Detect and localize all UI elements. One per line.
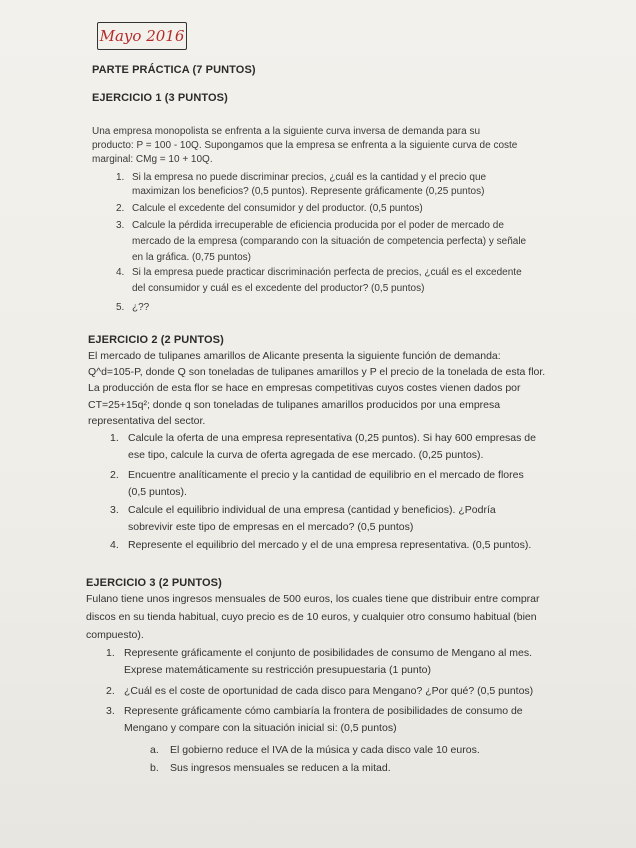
item-text: ¿??	[132, 302, 150, 313]
item-text: Si la empresa no puede discriminar precios, ¿cuál es la cantidad y el precio que	[132, 172, 487, 183]
exercise-2-intro-line: El mercado de tulipanes amarillos de Alicante presenta la siguiente función de demanda:	[88, 350, 501, 362]
exercise-2-title: EJERCICIO 2 (2 PUNTOS)	[88, 334, 224, 346]
exercise-2-intro-line: representativa del sector.	[88, 415, 206, 427]
item-text: Si la empresa puede practicar discriminación perfecta de precios, ¿cuál es el excedente	[132, 267, 522, 278]
exercise-2-intro-line: La producción de esta flor se hace en empresas competitivas cuyos costes vienen dados por	[88, 382, 521, 394]
item-text: Exprese matemáticamente su restricción presupuestaria (1 punto)	[124, 664, 431, 676]
item-text: Represente gráficamente cómo cambiaría la frontera de posibilidades de consumo de	[124, 705, 523, 717]
item-text: del consumidor y cuál es el excedente del productor? (0,5 puntos)	[132, 283, 425, 294]
item-text: Calcule el excedente del consumidor y del productor. (0,5 puntos)	[132, 203, 423, 214]
item-number: 3.	[116, 220, 125, 231]
exercise-2-intro-line: Q^d=105-P, donde Q son toneladas de tulipanes amarillos y P el precio de la tonelada de esta flor.	[88, 366, 546, 378]
item-text: ¿Cuál es el coste de oportunidad de cada disco para Mengano? ¿Por qué? (0,5 puntos)	[124, 685, 534, 697]
subitem-letter: a.	[150, 744, 159, 756]
exercise-3-intro-line: Fulano tiene unos ingresos mensuales de 500 euros, los cuales tiene que distribuir entre comprar	[86, 593, 540, 605]
item-text: Calcule la oferta de una empresa representativa (0,25 puntos). Si hay 600 empresas de	[128, 432, 536, 444]
subitem-text: El gobierno reduce el IVA de la música y cada disco vale 10 euros.	[170, 744, 480, 756]
exercise-2-intro-line: CT=25+15q²; donde q son toneladas de tulipanes amarillos producidos por una empresa	[88, 399, 501, 411]
exercise-3-intro-line: discos en su tienda habitual, cuyo precio es de 10 euros, y cualquier otro consumo habitual (bien	[86, 611, 537, 623]
exercise-1-intro-line: marginal: CMg = 10 + 10Q.	[92, 154, 213, 165]
item-number: 2.	[110, 469, 119, 481]
item-number: 1.	[110, 432, 119, 444]
exercise-1-title: EJERCICIO 1 (3 PUNTOS)	[92, 92, 228, 104]
item-number: 4.	[110, 539, 119, 551]
item-text: en la gráfica. (0,75 puntos)	[132, 252, 251, 263]
subitem-text: Sus ingresos mensuales se reducen a la mitad.	[170, 762, 391, 774]
item-number: 2.	[106, 685, 115, 697]
item-number: 3.	[106, 705, 115, 717]
item-text: Represente el equilibrio del mercado y el de una empresa representativa. (0,5 puntos).	[128, 539, 532, 551]
item-text: sobrevivir este tipo de empresas en el mercado? (0,5 puntos)	[128, 521, 414, 533]
exercise-3-intro-line: compuesto).	[86, 629, 144, 641]
item-text: ese tipo, calcule la curva de oferta agregada de ese mercado. (0,25 puntos).	[128, 449, 484, 461]
date-stamp: Mayo 2016	[97, 22, 187, 50]
item-number: 4.	[116, 267, 125, 278]
item-number: 1.	[116, 172, 125, 183]
item-text: (0,5 puntos).	[128, 486, 187, 498]
item-text: Calcule la pérdida irrecuperable de eficiencia producida por el poder de mercado de	[132, 220, 504, 231]
item-number: 1.	[106, 647, 115, 659]
exercise-3-title: EJERCICIO 3 (2 PUNTOS)	[86, 577, 222, 589]
exercise-1-intro-line: producto: P = 100 - 10Q. Supongamos que la empresa se enfrenta a la siguiente curva de coste	[92, 140, 518, 151]
item-number: 5.	[116, 302, 125, 313]
section-heading: PARTE PRÁCTICA (7 PUNTOS)	[92, 64, 256, 76]
item-text: Mengano y compare con la situación inicial si: (0,5 puntos)	[124, 722, 397, 734]
item-text: mercado de la empresa (comparando con la situación de competencia perfecta) y señale	[132, 236, 527, 247]
item-number: 2.	[116, 203, 125, 214]
item-text: Represente gráficamente el conjunto de posibilidades de consumo de Mengano al mes.	[124, 647, 533, 659]
item-number: 3.	[110, 504, 119, 516]
subitem-letter: b.	[150, 762, 159, 774]
item-text: Calcule el equilibrio individual de una empresa (cantidad y beneficios). ¿Podría	[128, 504, 496, 516]
item-text: maximizan los beneficios? (0,5 puntos). Represente gráficamente (0,25 puntos)	[132, 186, 485, 197]
item-text: Encuentre analíticamente el precio y la cantidad de equilibrio en el mercado de flores	[128, 469, 524, 481]
exercise-1-intro-line: Una empresa monopolista se enfrenta a la siguiente curva inversa de demanda para su	[92, 126, 481, 137]
